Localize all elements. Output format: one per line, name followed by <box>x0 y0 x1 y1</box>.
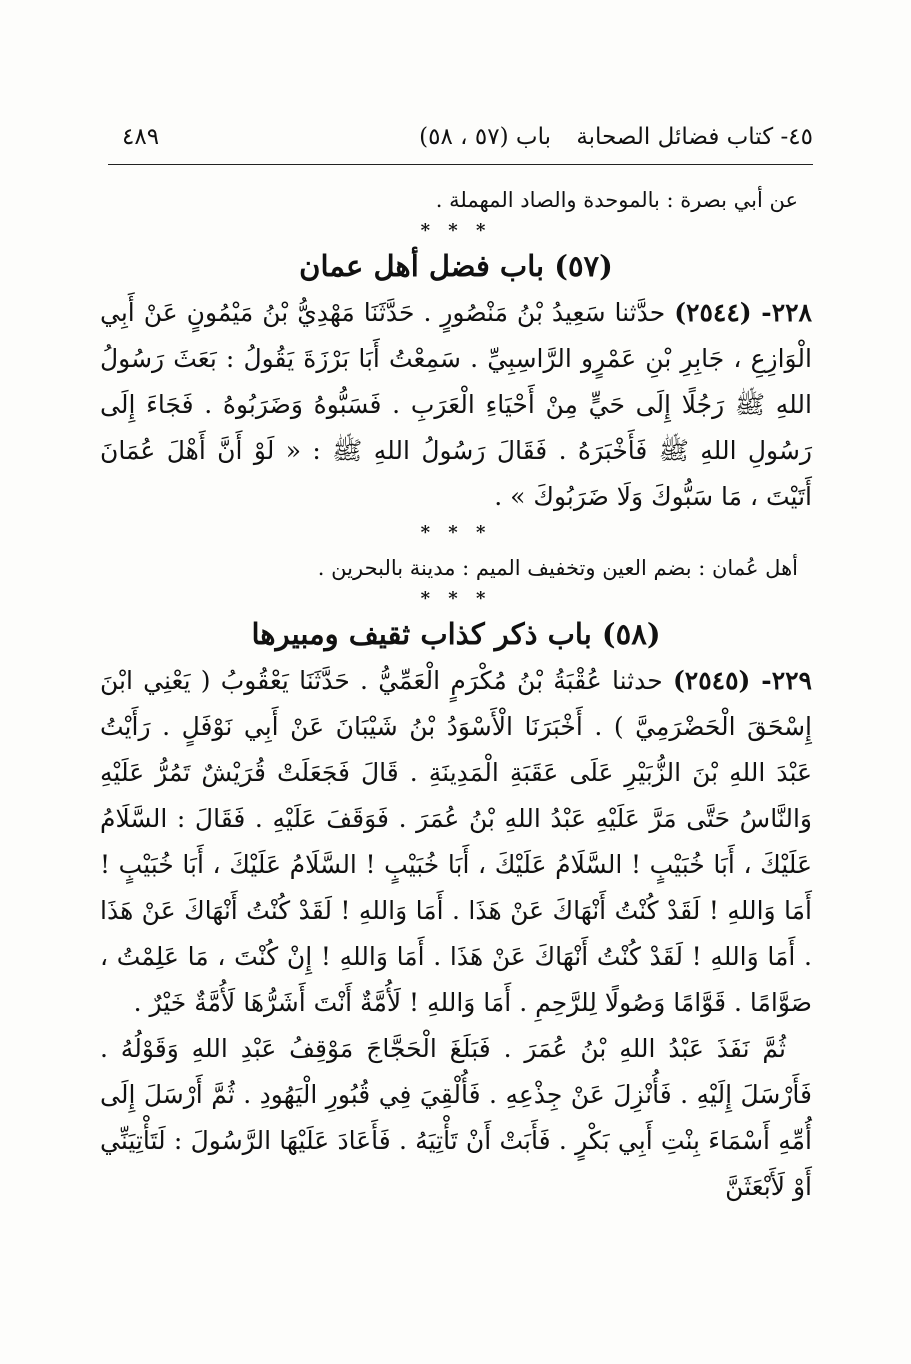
hadith-text: حدثنا عُقْبَةُ بْنُ مُكْرَمٍ الْعَمِّيُّ . حَدَّثَنَا يَعْقُوبُ ( يَعْنِي ابْنَ إِسْحَقَ الْحَضْرَمِيَّ ) . أَخْبَرَنَا الْأَسْوَدُ بْنُ شَيْبَانَ عَنْ أَبِي نَوْفَلٍ . رَأَيْتُ عَبْدَ اللهِ بْنَ الزُّبَيْرِ عَلَى عَقَبَةِ الْمَدِينَةِ . قَالَ فَجَعَلَتْ قُرَيْشٌ تَمُرُّ عَلَيْهِ وَالنَّاسُ حَتَّى مَرَّ عَلَيْهِ عَبْدُ اللهِ بْنُ عُمَرَ . فَوَقَفَ عَلَيْهِ . فَقَالَ : السَّلَامُ عَلَيْكَ ، أَبَا خُبَيْبٍ ! السَّلَامُ عَلَيْكَ ، أَبَا خُبَيْبٍ ! السَّلَامُ عَلَيْكَ ، أَبَا خُبَيْبٍ ! أَمَا وَاللهِ ! لَقَدْ كُنْتُ أَنْهَاكَ عَنْ هَذَا . أَمَا وَاللهِ ! لَقَدْ كُنْتُ أَنْهَاكَ عَنْ هَذَا . أَمَا وَاللهِ ! لَقَدْ كُنْتُ أَنْهَاكَ عَنْ هَذَا . أَمَا وَاللهِ ! إِنْ كُنْتَ ، مَا عَلِمْتُ ، صَوَّامًا . قَوَّامًا وَصُولًا لِلرَّحِمِ . أَمَا وَاللهِ ! لَأُمَّةٌ أَنْتَ أَشَرُّهَا لَأُمَّةٌ خَيْرٌ . <box>100 666 812 1017</box>
hadith-228 <box>100 290 812 520</box>
page-number: ٤٨٩ <box>122 124 160 150</box>
hadith-continuation: ثُمَّ نَفَذَ عَبْدُ اللهِ بْنُ عُمَرَ . فَبَلَغَ الْحَجَّاجَ مَوْقِفُ عَبْدِ اللهِ وَقَوْلُهُ . فَأَرْسَلَ إِلَيْهِ . فَأُنْزِلَ عَنْ جِذْعِهِ . فَأُلْقِيَ فِي قُبُورِ الْيَهُودِ . ثُمَّ أَرْسَلَ إِلَى أُمِّهِ أَسْمَاءَ بِنْتِ أَبِي بَكْرٍ . فَأَبَتْ أَنْ تَأْتِيَهُ . فَأَعَادَ عَلَيْهَا الرَّسُولَ : لَتَأْتِيَنِّي أَوْ لَأَبْعَثَنَّ <box>100 1034 812 1201</box>
separator: * * * <box>420 220 492 241</box>
hadith-number: ٢٢٩- (٢٥٤٥) <box>672 666 812 695</box>
hadith-number: ٢٢٨- (٢٥٤٤) <box>674 298 812 327</box>
separator: * * * <box>420 522 492 543</box>
hadith-229 <box>100 658 812 1026</box>
hadith-text: حدَّثنا سَعِيدُ بْنُ مَنْصُورٍ . حَدَّثَنَا مَهْدِيُّ بْنُ مَيْمُونٍ عَنْ أَبِي الْوَازِعِ ، جَابِرِ بْنِ عَمْرٍو الرَّاسِبِيِّ . سَمِعْتُ أَبَا بَرْزَةَ يَقُولُ : بَعَثَ رَسُولُ اللهِ ﷺ رَجُلًا إِلَى حَيٍّ مِنْ أَحْيَاءِ الْعَرَبِ . فَسَبُّوهُ وَضَرَبُوهُ . فَجَاءَ إِلَى رَسُولِ اللهِ ﷺ فَأَخْبَرَهُ . فَقَالَ رَسُولُ اللهِ ﷺ : « لَوْ أَنَّ أَهْلَ عُمَانَ أَتَيْتَ ، مَا سَبُّوكَ وَلَا ضَرَبُوكَ » . <box>100 298 812 511</box>
separator: * * * <box>420 588 492 609</box>
page-header <box>108 118 813 165</box>
chapter-58-title: (٥٨) باب ذكر كذاب ثقيف ومبيرها <box>251 617 661 651</box>
chapter-range: باب (٥٧ ، ٥٨) <box>419 124 551 150</box>
page-body <box>100 176 812 1210</box>
top-note: عن أبي بصرة : بالموحدة والصاد المهملة . <box>435 188 798 212</box>
chapter-57-note: أهل عُمان : بضم العين وتخفيف الميم : مدينة بالبحرين . <box>317 556 798 580</box>
book-title: ٤٥- كتاب فضائل الصحابة <box>576 124 813 150</box>
chapter-57-title: (٥٧) باب فضل أهل عمان <box>299 249 613 283</box>
